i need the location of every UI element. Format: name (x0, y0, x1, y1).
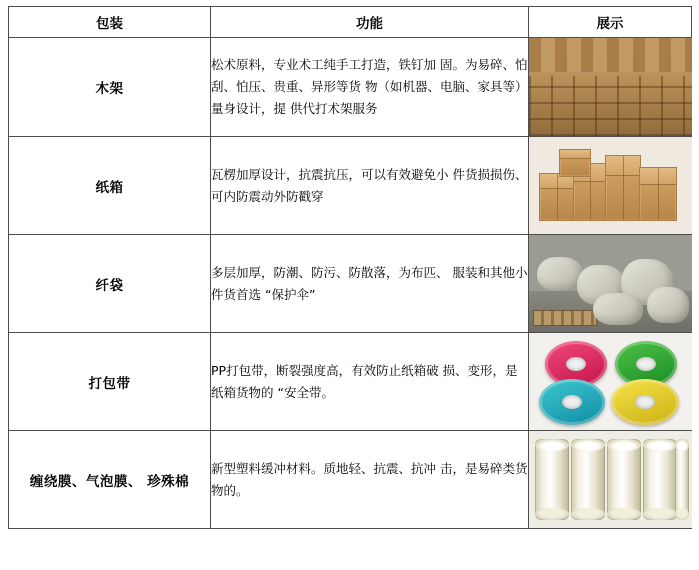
table-row (9, 137, 692, 235)
cell-function-text: 新型塑料缓冲材料。质地轻、抗震、抗冲 击，是易碎类货物的。 (211, 431, 529, 529)
cell-packaging-name: 纤袋 (9, 235, 211, 333)
cell-display-image (529, 431, 692, 529)
cell-packaging-name: 打包带 (9, 333, 211, 431)
column-header-function: 功能 (211, 7, 529, 38)
cell-function-text: 多层加厚，防潮、防污、防散落，为布匹、 服装和其他小件货首选 “保护伞” (211, 235, 529, 333)
cell-function-text: PP打包带，断裂强度高，有效防止纸箱破 损、变形，是纸箱货物的 “安全带。 (211, 333, 529, 431)
stretch-film-rolls-photo (529, 431, 692, 528)
cell-display-image (529, 38, 692, 137)
cell-function-text: 松术原料，专业术工纯手工打造，铁钉加 固。为易碎、怕刮、怕压、贵重、异形等货 物（如机器、电脑、家具等）量身设计，提 供代打术架服务 (211, 38, 529, 137)
cell-display-image (529, 137, 692, 235)
table-row (9, 333, 692, 431)
table-row (9, 235, 692, 333)
table-body (9, 38, 692, 529)
cell-packaging-name: 木架 (9, 38, 211, 137)
strapping-rolls-photo (529, 333, 692, 430)
cell-function-text: 瓦楞加厚设计，抗震抗压，可以有效避免小 件货损损伤、可内防震动外防戳穿 (211, 137, 529, 235)
cell-display-image (529, 235, 692, 333)
cell-packaging-name: 纸箱 (9, 137, 211, 235)
column-header-display: 展示 (529, 7, 692, 38)
cell-packaging-name: 缠绕膜、气泡膜、 珍殊棉 (9, 431, 211, 529)
column-header-packaging: 包装 (9, 7, 211, 38)
table-header-row (9, 7, 692, 38)
table-row (9, 38, 692, 137)
table-header (9, 7, 692, 38)
packaging-table (8, 6, 692, 529)
carton-box-photo (529, 137, 692, 234)
wooden-crate-photo (529, 38, 692, 136)
table-row (9, 431, 692, 529)
cell-display-image (529, 333, 692, 431)
woven-bag-photo (529, 235, 692, 332)
